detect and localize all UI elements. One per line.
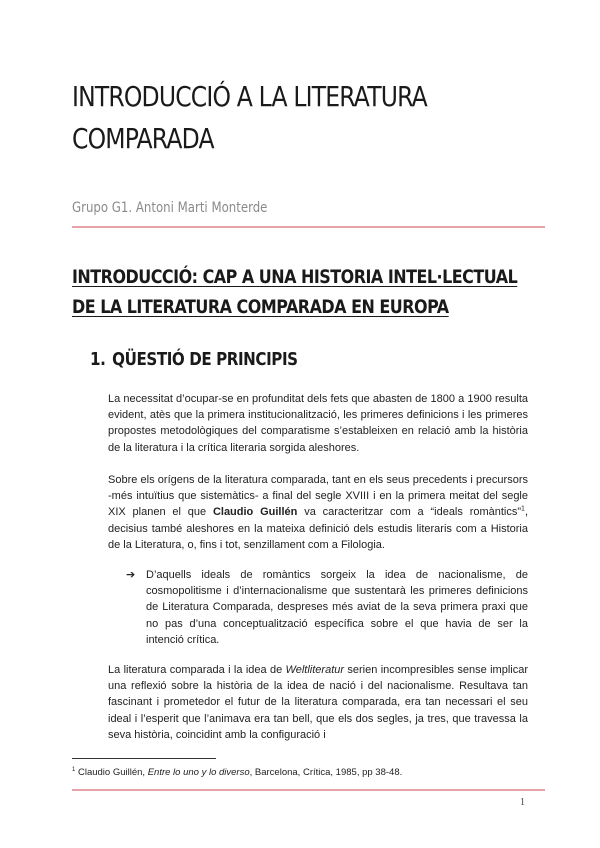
paragraph-2 bbox=[108, 472, 528, 553]
document-subtitle: Grupo G1. Antoni Marti Monterde bbox=[72, 200, 268, 216]
weltliteratur-term: Weltliteratur bbox=[285, 664, 345, 676]
footer-divider bbox=[72, 789, 545, 791]
subsection-heading bbox=[90, 346, 298, 374]
arrow-bullet-icon: ➔ bbox=[126, 568, 136, 581]
footnote bbox=[72, 764, 542, 779]
author-name: Claudio Guillén bbox=[212, 506, 298, 519]
bullet-item bbox=[126, 567, 528, 648]
document-title: INTRODUCCIÓ A LA LITERATURA COMPARADA bbox=[72, 80, 427, 155]
footnote-marker: 1 bbox=[72, 767, 76, 773]
paragraph-3-text-b: serien incompresibles sense implicar una reflexió sobre la història de la idea de nació i del nacionalisme. Resultava tan fascinant i prometedor el futur de la literatura comparada, era tan necessari el seu ideal i l’esperit que l’animava era tan bell, que els dos segles, ja tres, que travessa la seva història, coincidint amb la configuració i bbox=[108, 664, 528, 741]
footnote-work: Entre lo uno y lo diverso bbox=[147, 767, 250, 779]
paragraph-2-text-b: va caracteritzar com a “ideals romàntics” bbox=[297, 506, 522, 519]
paragraph-2-text-a: Sobre els orígens de la literatura comparada, tant en els seus precedents i precursors -més intuïtius que sistemàtics- a final del segle XVIII i en la primera meitat del segle XIX planen el que bbox=[108, 474, 528, 519]
subsection-title: QÜESTIÓ DE PRINCIPIS bbox=[112, 349, 298, 370]
paragraph-3-text-a: La literatura comparada i la idea de bbox=[108, 664, 286, 676]
footnote-reference[interactable]: 1 bbox=[521, 505, 525, 513]
paragraph-1: La necessitat d’ocupar-se en profunditat dels fets que abasten de 1800 a 1900 resulta evident, atès que la primera institucionalització, les primeres definicions i les primeres propostes metodològiques del comparatisme s’estableixen en relació amb la història de la literatura i la crítica literaria sorgida aleshores. bbox=[108, 393, 528, 454]
footnote-author: Claudio Guillén, bbox=[75, 767, 148, 779]
header-divider bbox=[72, 226, 545, 228]
section-heading: INTRODUCCIÓ: CAP A UNA HISTORIA INTEL·LECTUAL DE LA LITERATURA COMPARADA EN EUROPA bbox=[72, 266, 518, 318]
paragraph-2-text-c: , decisius també aleshores en la mateixa definició dels estudis literaris com a Historia de la Literatura, o, fins i tot, senzillament com a Filologia. bbox=[108, 506, 529, 551]
footnote-divider bbox=[72, 758, 216, 759]
paragraph-3 bbox=[108, 662, 528, 743]
bullet-text: D’aquells ideals de romàntics sorgeix la idea de nacionalisme, de cosmopolitisme i d’internacionalisme que sustentarà les primeres definicions de Literatura Comparada, despreses més aviat de la seva primera praxi que no pas d’una conceptualització específica sobre el que havia de ser la intenció crítica. bbox=[146, 569, 528, 646]
subsection-number: 1. bbox=[90, 349, 106, 370]
footnote-details: , Barcelona, Crítica, 1985, pp 38-48. bbox=[249, 767, 403, 779]
page-number: 1 bbox=[520, 797, 525, 808]
